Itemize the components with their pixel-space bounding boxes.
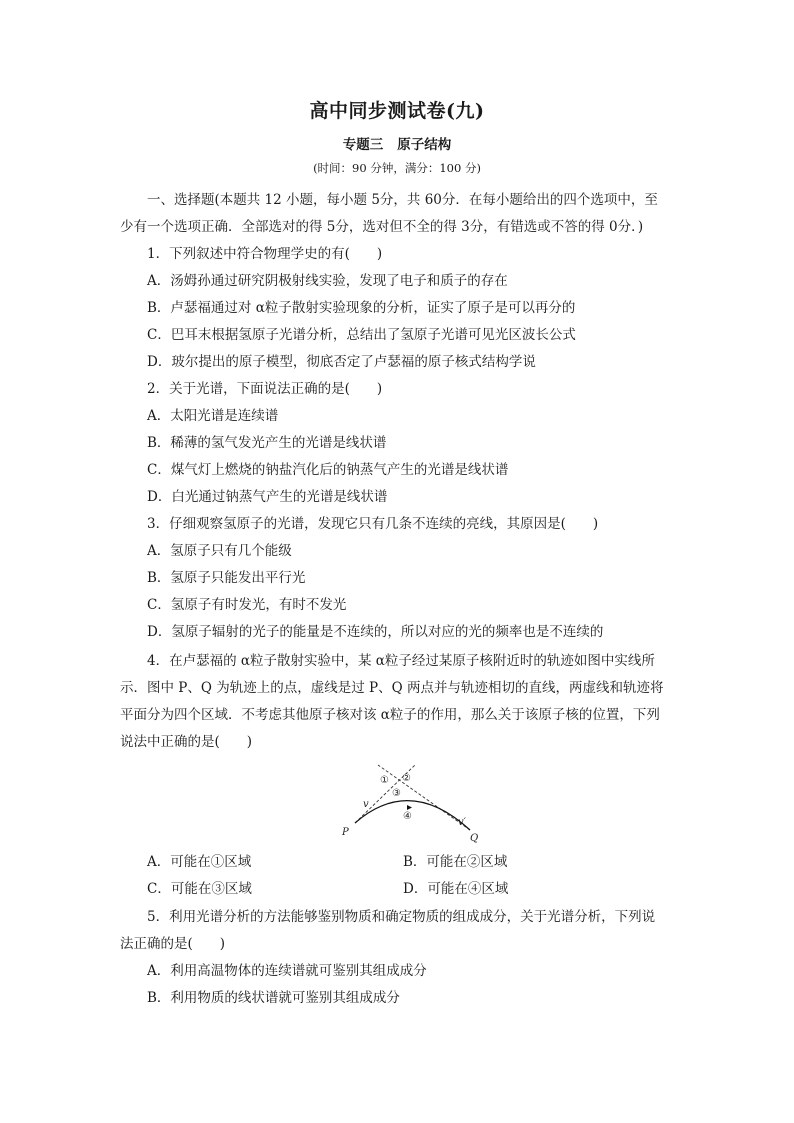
question-stem: 3．仔细观察氢原子的光谱，发现它只有几条不连续的亮线，其原因是( ) [147, 516, 599, 532]
exam-title: 高中同步测试卷(九) [309, 100, 485, 122]
option-d: D．白光通过钠蒸气产生的光谱是线状谱 [147, 489, 388, 505]
trajectory-arrow [407, 805, 412, 810]
question-stem: 4．在卢瑟福的 α粒子散射实验中，某 α粒子经过某原子核附近时的轨迹如图中实线所 [147, 653, 655, 669]
option-b: B．稀薄的氢气发光产生的光谱是线状谱 [147, 435, 387, 451]
velocity-v-label: v [363, 799, 369, 810]
velocity-v-prime-label: v′ [458, 817, 466, 828]
topic-label: 专题三 [342, 137, 384, 153]
option-b: B．卢瑟福通过对 α粒子散射实验现象的分析，证实了原子是可以再分的 [147, 300, 576, 316]
option-a: A．汤姆孙通过研究阴极射线实验，发现了电子和质子的存在 [147, 273, 508, 289]
alpha-trajectory [355, 801, 470, 830]
question-stem: 5．利用光谱分析的方法能够鉴别物质和确定物质的组成成分，关于光谱分析，下列说 [147, 909, 656, 925]
option-d: D．可能在④区域 [403, 881, 509, 897]
question-stem: 法正确的是( ) [120, 936, 226, 952]
option-b: B．可能在②区域 [403, 854, 508, 870]
question-stem: 说法中正确的是( ) [120, 734, 253, 750]
option-c: C．巴耳末根据氢原子光谱分析，总结出了氢原子光谱可见光区波长公式 [147, 327, 576, 343]
region-1-label: ① [380, 775, 389, 786]
point-p-label: P [342, 827, 349, 838]
question-stem: 平面分为四个区域．不考虑其他原子核对该 α粒子的作用，那么关于该原子核的位置，下列 [120, 707, 660, 723]
question-stem: 2．关于光谱，下面说法正确的是( ) [147, 381, 383, 397]
region-4-label: ④ [403, 811, 412, 822]
section-intro-line: 一、选择题(本题共 12 小题，每小题 5分，共 60分．在每小题给出的四个选项中，至 [147, 192, 658, 208]
region-2-label: ② [402, 773, 411, 784]
option-b: B．氢原子只能发出平行光 [147, 570, 306, 586]
option-a: A．太阳光谱是连续谱 [147, 408, 279, 424]
topic-heading [0, 133, 794, 153]
point-q-label: Q [470, 833, 479, 844]
option-c: C．煤气灯上燃烧的钠盐汽化后的钠蒸气产生的光谱是线状谱 [147, 462, 509, 478]
option-a: A．可能在①区域 [147, 854, 252, 870]
option-b: B．利用物质的线状谱就可鉴别其组成成分 [147, 990, 400, 1006]
option-a: A．利用高温物体的连续谱就可鉴别其组成成分 [147, 963, 427, 979]
question-stem: 1．下列叙述中符合物理学史的有( ) [147, 246, 383, 262]
alpha-scattering-figure [330, 760, 500, 845]
option-c: C．可能在③区域 [147, 881, 252, 897]
time-info: (时间：90 分钟，满分：100 分) [313, 161, 481, 175]
section-intro-line: 少有一个选项正确．全部选对的得 5分，选对但不全的得 3分，有错选或不答的得 0分．) [120, 219, 644, 235]
option-d: D．氢原子辐射的光子的能量是不连续的，所以对应的光的频率也是不连续的 [147, 624, 604, 640]
option-a: A．氢原子只有几个能级 [147, 543, 292, 559]
option-c: C．氢原子有时发光，有时不发光 [147, 597, 347, 613]
option-d: D．玻尔提出的原子模型，彻底否定了卢瑟福的原子核式结构学说 [147, 354, 536, 370]
topic-name: 原子结构 [397, 137, 452, 153]
region-3-label: ③ [392, 788, 401, 799]
question-stem: 示．图中 P、Q 为轨迹上的点，虚线是过 P、Q 两点并与轨迹相切的直线，两虚线和轨迹将 [120, 680, 664, 696]
